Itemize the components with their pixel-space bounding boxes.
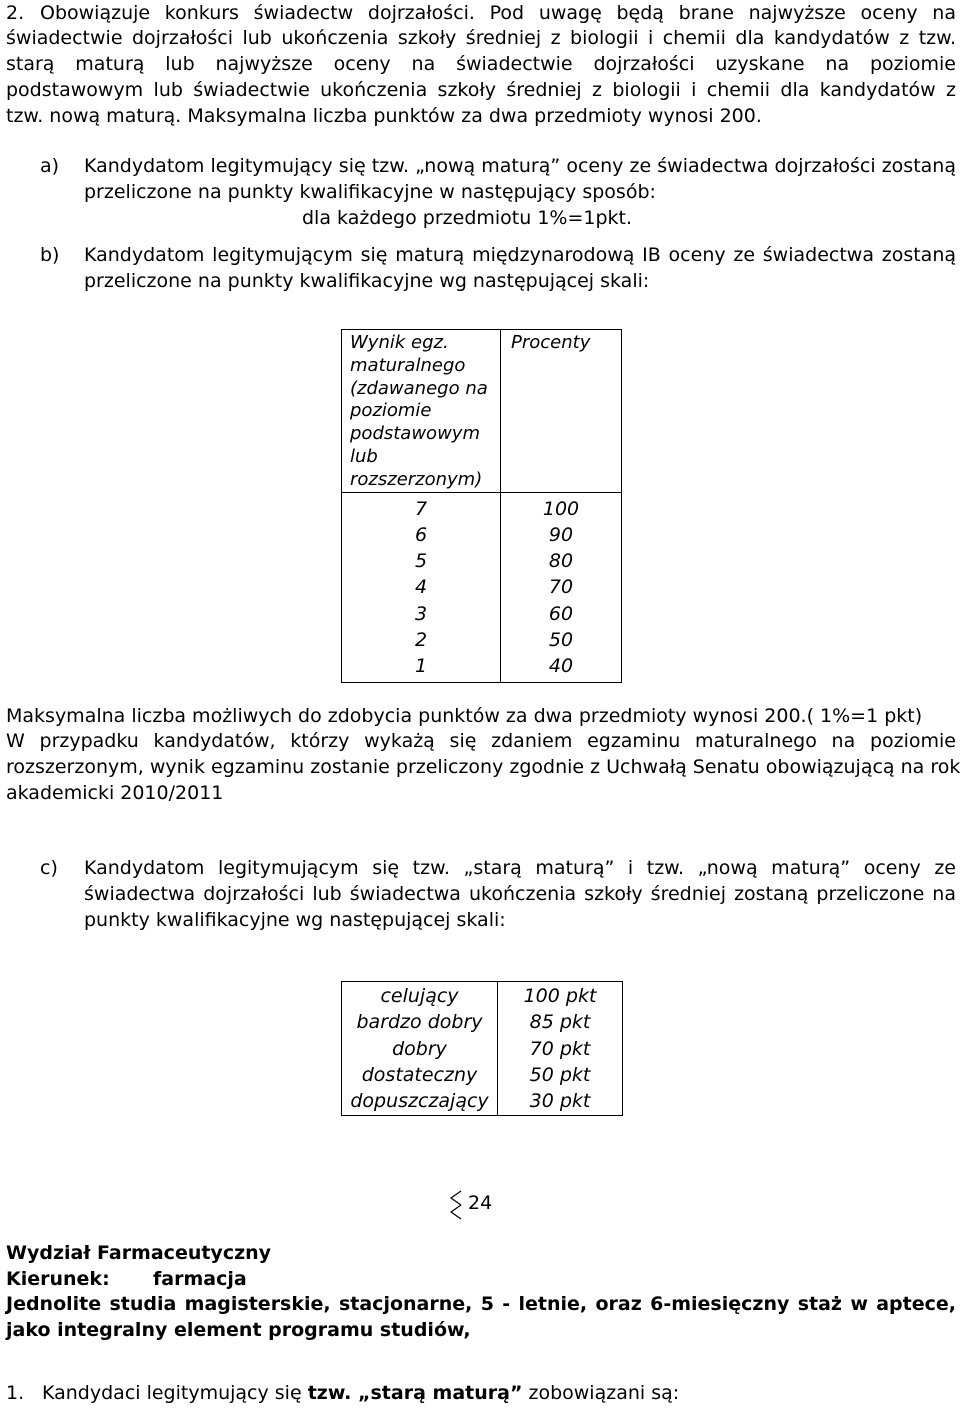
- section-number: 2.: [6, 2, 25, 24]
- paragraph-line: akademicki 2010/2011: [6, 782, 224, 804]
- table-cell: [342, 982, 498, 1116]
- grade-points: 85 pkt: [529, 1011, 591, 1034]
- item-a-line: przeliczone na punkty kwalifikacyjne w następujący sposób:: [84, 181, 656, 203]
- studies-description: jako integralny element programu studiów,: [6, 1319, 471, 1341]
- header-text-line: poziomie: [350, 400, 432, 422]
- item-a-line: dla każdego przedmiotu 1%=1pkt.: [302, 207, 633, 229]
- score-value: 6: [414, 523, 428, 546]
- score-value: 2: [414, 629, 428, 652]
- section-text-line: podstawowym lub świadectwie ukończenia szkoły średniej z biologii i chemii dla kandydatów z: [6, 79, 956, 101]
- item-b-marker: b): [40, 244, 60, 266]
- item-c-line: punkty kwalifikacyjne wg następującej skali:: [84, 909, 506, 931]
- paragraph-line: rozszerzonym, wynik egzaminu zostanie przeliczony zgodnie z Uchwałą Senatu obowiązującą na rok: [6, 756, 960, 778]
- item-b-line: Kandydatom legitymującym się maturą międzynarodową IB oceny ze świadectwa zostaną: [84, 244, 956, 266]
- header-text-line: maturalnego: [350, 354, 466, 376]
- paragraph-line: W przypadku kandydatów, którzy wykażą się zdaniem egzaminu maturalnego na poziomie: [6, 730, 956, 752]
- percent-value: 90: [548, 523, 574, 546]
- section-text-line: starą maturą lub najwyższe oceny na świadectwie dojrzałości uzyskane na poziomie: [6, 53, 956, 75]
- section-text-line: świadectwie dojrzałości lub ukończenia szkoły średniej z biologii i chemii dla kandydatów z tzw.: [6, 27, 956, 49]
- grade-points: 100 pkt: [523, 985, 597, 1007]
- header-text-line: lub: [350, 445, 378, 467]
- table-header-cell: [342, 330, 501, 493]
- item-1-text-post: zobowiązani są:: [528, 1382, 680, 1404]
- score-value: 1: [414, 655, 428, 678]
- percent-value: 100: [542, 497, 580, 520]
- studies-description: Jednolite studia magisterskie, stacjonarne, 5 - letnie, oraz 6-miesięczny staż w aptece,: [6, 1293, 956, 1315]
- grade-name: celujący: [380, 985, 459, 1007]
- max-points-text: Maksymalna liczba możliwych do zdobycia punktów za dwa przedmioty wynosi 200.( 1%=1 pkt): [6, 705, 923, 727]
- item-1-text-bold: tzw. „starą maturą”: [307, 1382, 523, 1404]
- grade-name: dopuszczający: [350, 1090, 489, 1113]
- faculty-name: Wydział Farmaceutyczny: [6, 1242, 272, 1264]
- table-header-cell: [501, 330, 622, 493]
- field-label: Kierunek:: [6, 1268, 110, 1290]
- grade-name: dostateczny: [361, 1063, 478, 1086]
- header-text-line: rozszerzonym): [350, 468, 483, 490]
- score-value: 5: [414, 550, 428, 573]
- item-c-line: świadectwa dojrzałości lub świadectwa ukończenia szkoły średniej zostaną przeliczone na: [84, 883, 956, 905]
- grade-name: dobry: [392, 1037, 447, 1060]
- table-row: [342, 982, 623, 1116]
- item-a-line: Kandydatom legitymujący się tzw. „nową maturą” oceny ze świadectwa dojrzałości zostaną: [84, 155, 956, 177]
- item-1-text-pre: Kandydaci legitymujący się: [42, 1382, 302, 1404]
- section-text-line: tzw. nową maturą. Maksymalna liczba punktów za dwa przedmioty wynosi 200.: [6, 105, 762, 127]
- table-header-row: [342, 330, 622, 493]
- item-a-marker: a): [40, 155, 60, 177]
- grades-table: [341, 981, 623, 1116]
- percent-value: 70: [548, 576, 574, 599]
- item-1-text: [42, 1380, 679, 1406]
- table-cell: [342, 492, 501, 682]
- section-text-line: Obowiązuje konkurs świadectw dojrzałości. Pod uwagę będą brane najwyższe oceny na: [40, 2, 956, 24]
- field-value: farmacja: [153, 1268, 247, 1290]
- ib-score-table: [341, 329, 622, 683]
- header-text-line: Wynik egz.: [350, 332, 449, 353]
- percent-value: 50: [548, 629, 574, 652]
- percent-value: 60: [548, 602, 574, 625]
- item-c-marker: c): [40, 857, 58, 879]
- score-value: 3: [414, 602, 428, 625]
- table-cell: [498, 982, 623, 1116]
- score-value: 4: [414, 576, 428, 599]
- grade-points: 70 pkt: [529, 1037, 591, 1060]
- grade-points: 50 pkt: [529, 1063, 591, 1086]
- item-1-number: 1.: [6, 1382, 25, 1404]
- grade-points: 30 pkt: [529, 1090, 591, 1113]
- page-number: 24: [468, 1192, 493, 1214]
- percent-value: 80: [548, 550, 574, 573]
- grade-name: bardzo dobry: [356, 1011, 483, 1034]
- page-number-bracket-icon: [449, 1190, 463, 1220]
- header-text-line: podstawowym: [350, 423, 480, 445]
- percent-value: 40: [548, 655, 574, 678]
- header-text-line: (zdawanego na: [350, 377, 488, 399]
- table-row: [342, 492, 622, 682]
- header-text-line: Procenty: [511, 332, 591, 353]
- table-cell: [501, 492, 622, 682]
- item-c-line: Kandydatom legitymującym się tzw. „starą maturą” i tzw. „nową maturą” oceny ze: [84, 857, 956, 879]
- score-value: 7: [414, 497, 428, 520]
- item-b-line: przeliczone na punkty kwalifikacyjne wg następującej skali:: [84, 270, 650, 292]
